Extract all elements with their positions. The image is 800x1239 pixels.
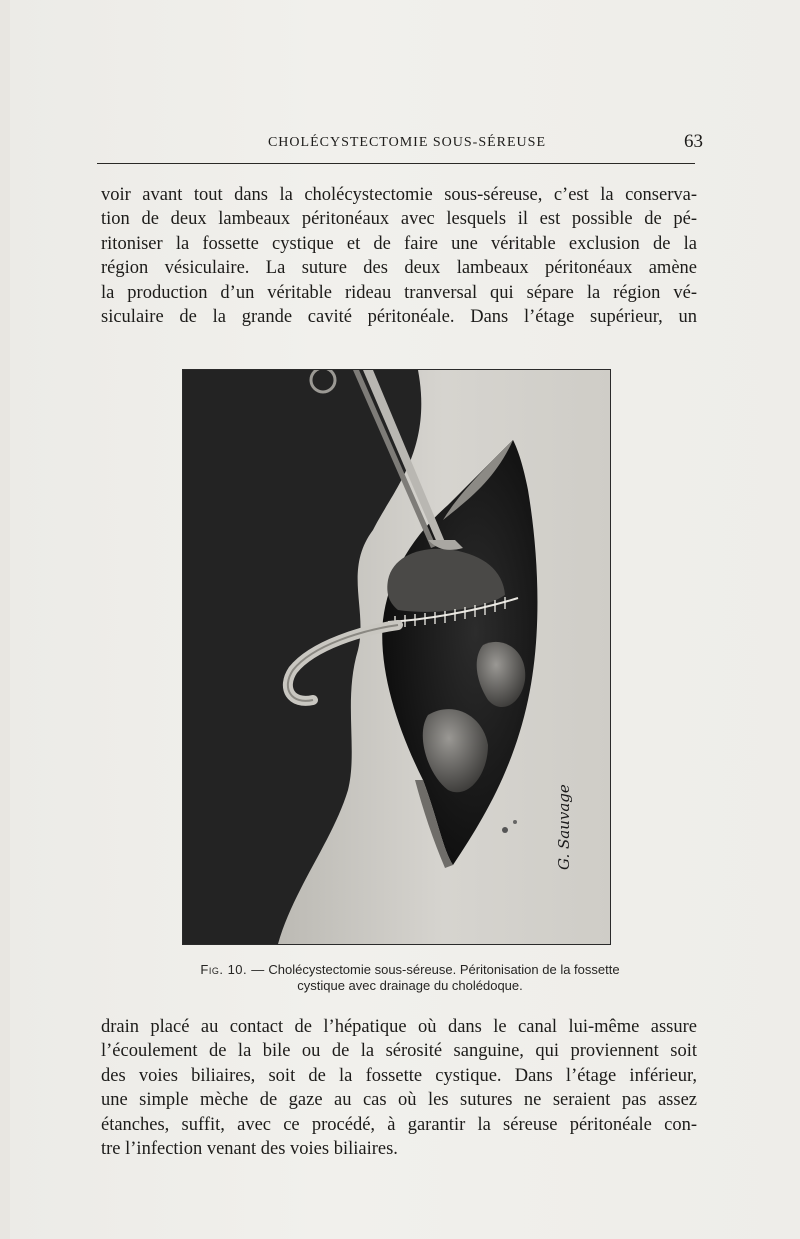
text-line: région vésiculaire. La suture des deux lambeaux péritonéaux amène (101, 258, 697, 279)
caption-line-2: cystique avec drainage du cholédoque. (297, 978, 523, 993)
caption-line-1: Cholécystectomie sous-séreuse. Péritonisation de la fossette (268, 962, 620, 977)
running-head (107, 133, 707, 157)
text-line: tre l’infection venant des voies biliaires. (101, 1139, 398, 1160)
text-line: des voies biliaires, soit de la fossette cystique. Dans l’étage inférieur, (101, 1065, 697, 1086)
text-line: la production d’un véritable rideau tranversal qui sépare la région vé- (101, 282, 697, 303)
text-line: tion de deux lambeaux péritonéaux avec lesquels il est possible de pé- (101, 209, 697, 230)
figure-label: Fig. 10. — (200, 962, 265, 977)
artist-signature: G. Sauvage (555, 784, 573, 870)
paragraph-top (101, 183, 697, 329)
surgical-illustration (182, 369, 611, 945)
text-line: voir avant tout dans la cholécystectomie sous-séreuse, c’est la conserva- (101, 185, 697, 205)
text-line: l’écoulement de la bile ou de la sérosité sanguine, qui proviennent soit (101, 1041, 697, 1062)
header-rule (97, 163, 695, 164)
paragraph-bottom (101, 1015, 697, 1161)
text-line: une simple mèche de gaze au cas où les sutures ne seraient pas assez (101, 1090, 697, 1111)
page-number: 63 (684, 131, 703, 152)
text-line: drain placé au contact de l’hépatique où dans le canal lui-même assure (101, 1017, 697, 1037)
text-line: ritoniser la fossette cystique et de faire une véritable exclusion de la (101, 233, 697, 254)
text-line: siculaire de la grande cavité péritonéale. Dans l’étage supérieur, un (101, 307, 697, 328)
text-line: étanches, suffit, avec ce procédé, à garantir la séreuse péritonéale con- (101, 1114, 697, 1135)
running-title: CHOLÉCYSTECTOMIE SOUS-SÉREUSE (267, 135, 547, 150)
figure-caption (140, 962, 680, 994)
